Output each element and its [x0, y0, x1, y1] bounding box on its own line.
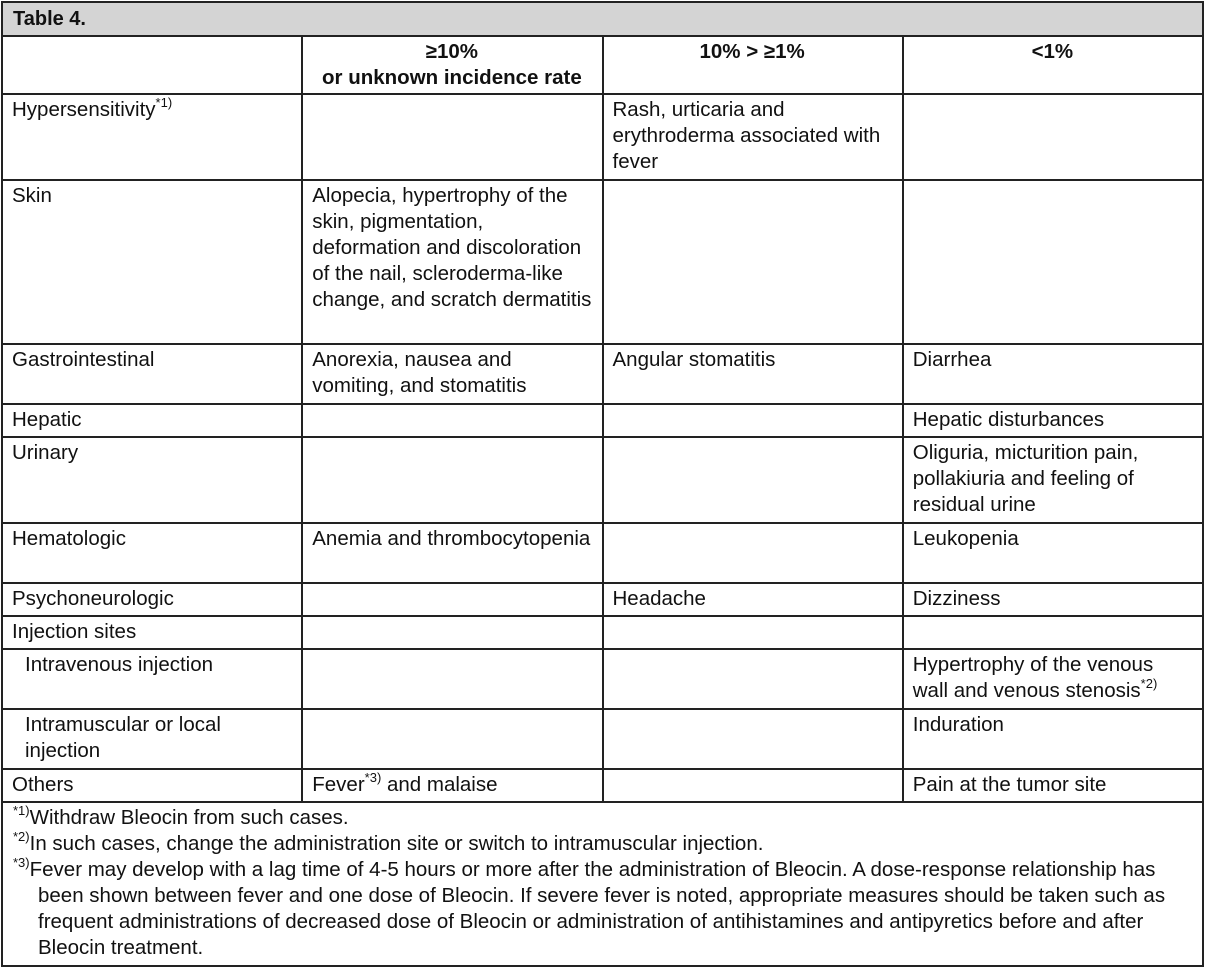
footnote-mark: *3) [364, 770, 382, 786]
row-label: Hepatic [2, 404, 302, 437]
cell-high [302, 616, 602, 649]
cell-high [302, 649, 602, 709]
footnote-1: $^{*1)}$Withdraw Bleocin from such cases. [13, 803, 349, 829]
cell-low: Diarrhea [903, 344, 1203, 404]
row-label: Urinary [2, 437, 302, 523]
cell-high [302, 437, 602, 523]
cell-high [302, 583, 602, 616]
cell-low [903, 616, 1203, 649]
cell-mid [603, 709, 903, 769]
table-row [2, 709, 1203, 769]
cell-high: Fever$^{*3)}$ and malaise [302, 769, 602, 802]
cell-high [302, 709, 602, 769]
cell-high: Alopecia, hypertrophy of the skin, pigmentation, deformation and discoloration of the nail, scleroderma-like change, and scratch dermatitis [302, 180, 602, 344]
cell-mid [603, 769, 903, 802]
cell-low: Hepatic disturbances [903, 404, 1203, 437]
cell-mid: Rash, urticaria and erythroderma associated with fever [603, 94, 903, 180]
cell-low: Leukopenia [903, 523, 1203, 583]
row-label: Skin [2, 180, 302, 344]
cell-mid [603, 404, 903, 437]
cell-high: Anemia and thrombocytopenia [302, 523, 602, 583]
table-row [2, 94, 1203, 180]
cell-mid [603, 649, 903, 709]
adverse-reactions-table [1, 1, 1204, 967]
footnote-mark: *1) [155, 95, 173, 111]
footnote-3: $^{*3)}$Fever may develop with a lag time of 4-5 hours or more after the administration of Bleocin. A dose-response relationship has been shown between fever and one dose of Bleocin. If severe fever is noted, appropriate measures should be taken such as frequent administrations of decreased dose of Bleocin or administration of antihistamines and antipyretics before and after Bleocin treatment. [13, 855, 1166, 959]
table-row [2, 523, 1203, 583]
cell-low: Induration [903, 709, 1203, 769]
header-incidence-mid: 10% > ≥1% [603, 36, 903, 94]
table-row [2, 437, 1203, 523]
footnotes-row [2, 802, 1203, 966]
row-label: Hypersensitivity$^{*1)}$ [2, 94, 302, 180]
cell-mid: Headache [603, 583, 903, 616]
footnote-2: $^{*2)}$In such cases, change the administration site or switch to intramuscular injection. [13, 829, 764, 855]
table-row [2, 404, 1203, 437]
header-incidence-high [302, 36, 602, 94]
cell-mid: Angular stomatitis [603, 344, 903, 404]
cell-mid [603, 523, 903, 583]
cell-high: Anorexia, nausea and vomiting, and stomatitis [302, 344, 602, 404]
table-row [2, 649, 1203, 709]
table-row [2, 344, 1203, 404]
cell-low [903, 94, 1203, 180]
footnotes [2, 802, 1203, 966]
cell-high [302, 404, 602, 437]
header-empty-cell [2, 36, 302, 94]
table-row [2, 769, 1203, 802]
cell-high [302, 94, 602, 180]
table-row [2, 616, 1203, 649]
table-row [2, 180, 1203, 344]
header-incidence-low: <1% [903, 36, 1203, 94]
row-label: Hematologic [2, 523, 302, 583]
cell-low [903, 180, 1203, 344]
table-title: Table 4. [2, 2, 1203, 36]
row-label: Gastrointestinal [2, 344, 302, 404]
cell-low: Hypertrophy of the venous wall and venous stenosis$^{*2)}$ [903, 649, 1203, 709]
table-title-row [2, 2, 1203, 36]
cell-mid [603, 437, 903, 523]
header-incidence-high-line2: or unknown incidence rate [322, 66, 582, 89]
cell-mid [603, 180, 903, 344]
footnote-mark: *2) [1140, 676, 1158, 692]
row-label: Intravenous injection [2, 649, 302, 709]
header-incidence-high-line1: ≥10% [425, 40, 479, 63]
adverse-reactions-table-container [1, 1, 1204, 967]
table-row [2, 583, 1203, 616]
row-label: Others [2, 769, 302, 802]
cell-low: Pain at the tumor site [903, 769, 1203, 802]
cell-low: Dizziness [903, 583, 1203, 616]
table-header-row [2, 36, 1203, 94]
row-label: Psychoneurologic [2, 583, 302, 616]
cell-mid [603, 616, 903, 649]
row-label: Intramuscular or local injection [2, 709, 302, 769]
cell-low: Oliguria, micturition pain, pollakiuria and feeling of residual urine [903, 437, 1203, 523]
row-label: Injection sites [2, 616, 302, 649]
